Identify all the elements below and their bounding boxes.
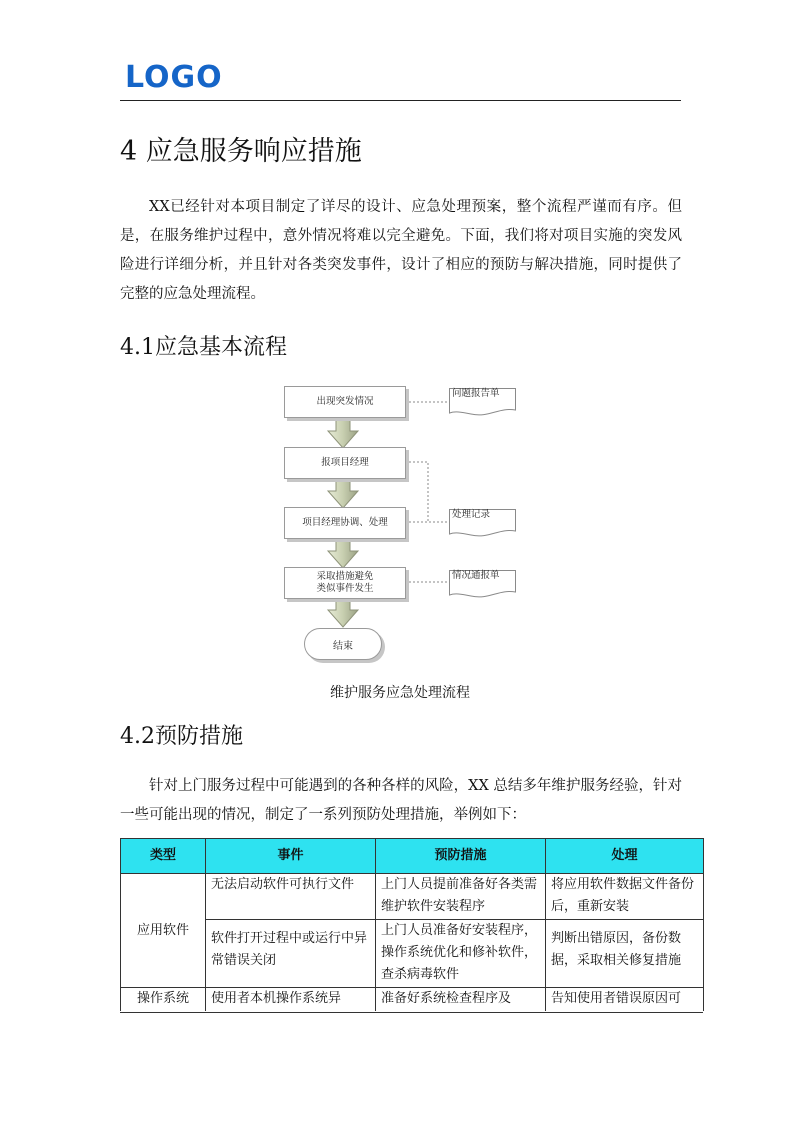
table-cell-type: 操作系统: [121, 988, 206, 1028]
flow-step-4-label-line2: 类似事件发生: [316, 583, 374, 594]
doc-problem-report: [449, 388, 515, 412]
header-divider: [120, 100, 681, 101]
table-cell-event: 使用者本机操作系统异: [206, 988, 376, 1028]
figure-caption: 维护服务应急处理流程: [330, 685, 470, 701]
flow-step-3: [284, 507, 406, 539]
connector-doc-2: [405, 462, 450, 522]
flow-step-4-label-line1: 采取措施避免: [316, 571, 374, 582]
flow-arrow-4: [328, 598, 358, 627]
table-cell-prevent: 上门人员准备好安装程序，操作系统优化和修补软件，查杀病毒软件: [376, 920, 546, 988]
doc-situation-notice: [449, 570, 515, 594]
table-bottom-border: [120, 1012, 703, 1013]
table-header: 事件: [206, 839, 376, 874]
table-header: 处理: [546, 839, 704, 874]
flow-step-3-label: 项目经理协调、处理: [302, 517, 388, 528]
doc-situation-notice-label: 情况通报单: [452, 570, 500, 581]
flow-arrow-3: [328, 538, 358, 568]
flow-step-2: [284, 447, 406, 479]
prevent-section-title: 4.2预防措施: [120, 724, 243, 749]
table-header-row: [121, 839, 704, 874]
flow-end-node: 结束: [304, 628, 382, 660]
doc-handling-record-label: 处理记录: [452, 509, 491, 520]
flow-step-1-label: 出现突发情况: [316, 396, 374, 407]
flow-step-4: [284, 567, 406, 599]
table-cell-handle: 判断出错原因，备份数据，采取相关修复措施: [546, 920, 704, 988]
doc-handling-record: [449, 509, 515, 533]
section-title: 4 应急服务响应措施: [120, 136, 362, 167]
prevention-table: [120, 838, 704, 1028]
flow-arrow-1: [328, 418, 358, 448]
company-logo: LOGO: [125, 60, 223, 95]
section-intro: XX已经针对本项目制定了详尽的设计、应急处理预案，整个流程严谨而有序。但是，在服务维护过程中，意外情况将难以完全避免。下面，我们将对项目实施的突发风险进行详细分析，并且针对各类突发事件，设计了相应的预防与解决措施，同时提供了完整的应急处理流程。: [120, 199, 682, 302]
flow-section-title: 4.1应急基本流程: [120, 335, 287, 360]
table-cell-event: 软件打开过程中或运行中异常错误关闭: [206, 920, 376, 988]
table-cell-prevent: 准备好系统检查程序及: [376, 988, 546, 1028]
table-header: 类型: [121, 839, 206, 874]
flow-arrow-2: [328, 478, 358, 508]
doc-problem-report-label: 问题报告单: [452, 388, 500, 399]
table-row: [121, 920, 704, 988]
table-cell-event: 无法启动软件可执行文件: [206, 874, 376, 920]
page-cutoff: [118, 1011, 708, 1132]
flow-step-2-label: 报项目经理: [321, 457, 369, 468]
table-cell-type: 应用软件: [121, 874, 206, 988]
table-cell-handle: 将应用软件数据文件备份后，重新安装: [546, 874, 704, 920]
prevent-intro: 针对上门服务过程中可能遇到的各种各样的风险，XX 总结多年维护服务经验，针对一些可能出现的情况，制定了一系列预防处理措施，举例如下：: [120, 778, 682, 823]
table-cell-handle: 告知使用者错误原因可: [546, 988, 704, 1028]
flow-step-1: [284, 386, 406, 418]
table-row: [121, 874, 704, 920]
table-header: 预防措施: [376, 839, 546, 874]
table-cell-prevent: 上门人员提前准备好各类需维护软件安装程序: [376, 874, 546, 920]
